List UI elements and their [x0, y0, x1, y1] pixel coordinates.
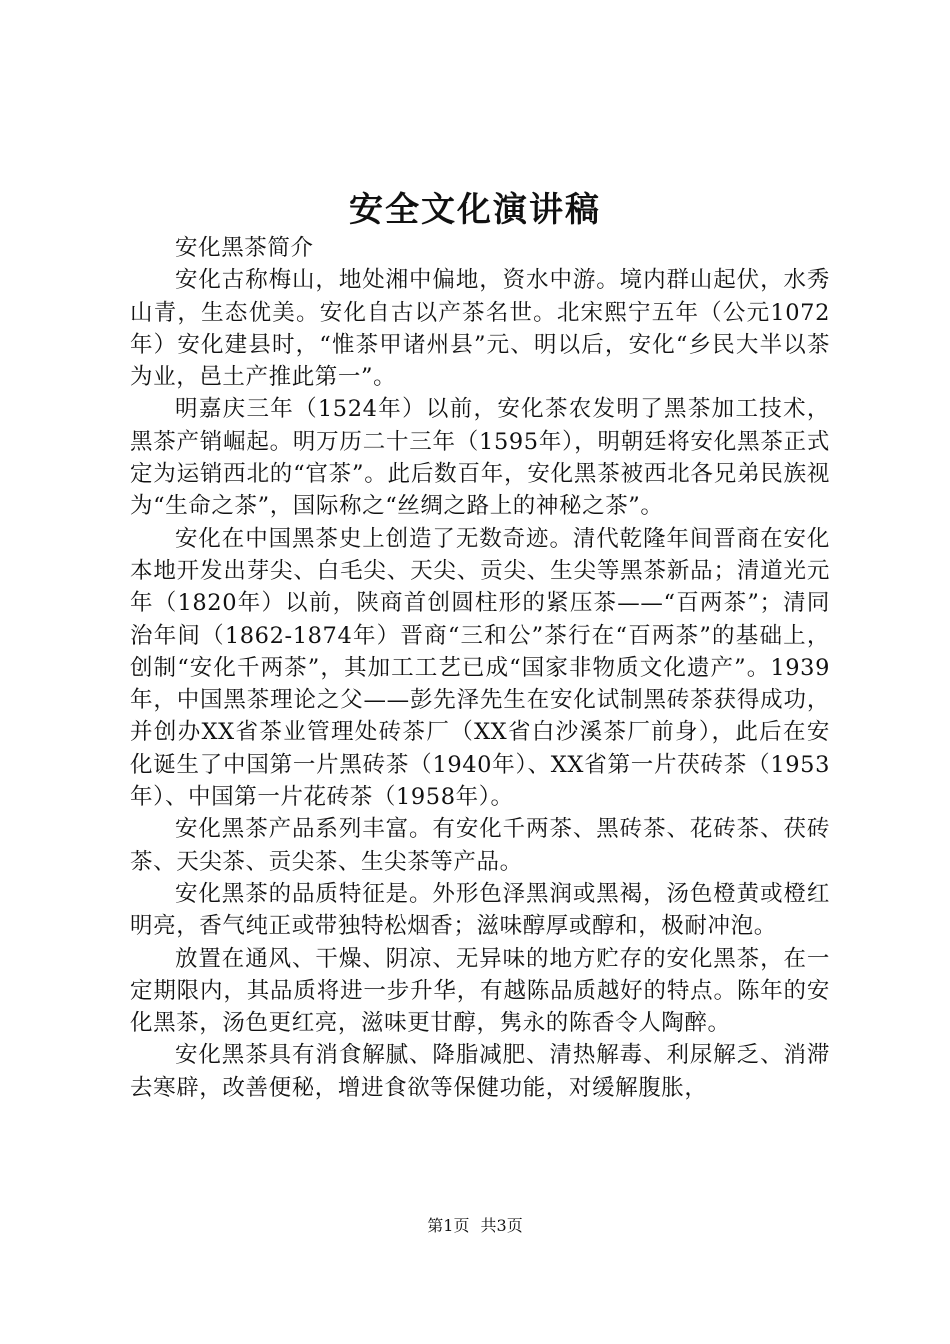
paragraph: 安化古称梅山，地处湘中偏地，资水中游。境内群山起伏，水秀山青，生态优美。安化自古以产茶名世。北宋熙宁五年（公元1072年）安化建县时，“惟茶甲诸州县”元、明以后，安化“乡民大半以茶为业，邑土产推此第一”。 — [130, 267, 830, 391]
page-footer — [0, 1214, 950, 1238]
page-total: 共3页 — [480, 1216, 523, 1235]
document-body — [130, 232, 830, 1104]
paragraph: 安化在中国黑茶史上创造了无数奇迹。清代乾隆年间晋商在安化本地开发出芽尖、白毛尖、天尖、贡尖、生尖等黑茶新品；清道光元年（1820年）以前，陕商首创圆柱形的紧压茶——“百两茶”；清同治年间（1862-1874年）晋商“三和公”茶行在“百两茶”的基础上，创制“安化千两茶”，其加工工艺已成“国家非物质文化遗产”。1939年，中国黑茶理论之父——彭先泽先生在安化试制黑砖茶获得成功，并创办XX省茶业管理处砖茶厂（XX省白沙溪茶厂前身），此后在安化诞生了中国第一片黑砖茶（1940年）、XX省第一片茯砖茶（1953年）、中国第一片花砖茶（1958年）。 — [130, 525, 830, 811]
page-title: 安全文化演讲稿 — [349, 190, 601, 230]
paragraph: 安化黑茶具有消食解腻、降脂减肥、清热解毒、利尿解乏、消滞去寒辟，改善便秘，增进食欲等保健功能，对缓解腹胀， — [130, 1042, 830, 1101]
paragraph: 明嘉庆三年（1524年）以前，安化茶农发明了黑茶加工技术，黑茶产销崛起。明万历二十三年（1595年），明朝廷将安化黑茶正式定为运销西北的“官茶”。此后数百年，安化黑茶被西北各兄弟民族视为“生命之茶”，国际称之“丝绸之路上的神秘之茶”。 — [130, 396, 830, 520]
paragraph: 安化黑茶的品质特征是。外形色泽黑润或黑褐，汤色橙黄或橙红明亮，香气纯正或带独特松烟香；滋味醇厚或醇和，极耐冲泡。 — [130, 880, 830, 940]
paragraph: 放置在通风、干燥、阴凉、无异味的地方贮存的安化黑茶，在一定期限内，其品质将进一步升华，有越陈品质越好的特点。陈年的安化黑茶，汤色更红亮，滋味更甘醇，隽永的陈香令人陶醉。 — [130, 945, 830, 1037]
page-number: 第1页 — [427, 1216, 470, 1235]
paragraph-heading: 安化黑茶简介 — [175, 235, 314, 261]
paragraph: 安化黑茶产品系列丰富。有安化千两茶、黑砖茶、花砖茶、茯砖茶、天尖茶、贡尖茶、生尖茶等产品。 — [130, 816, 830, 875]
